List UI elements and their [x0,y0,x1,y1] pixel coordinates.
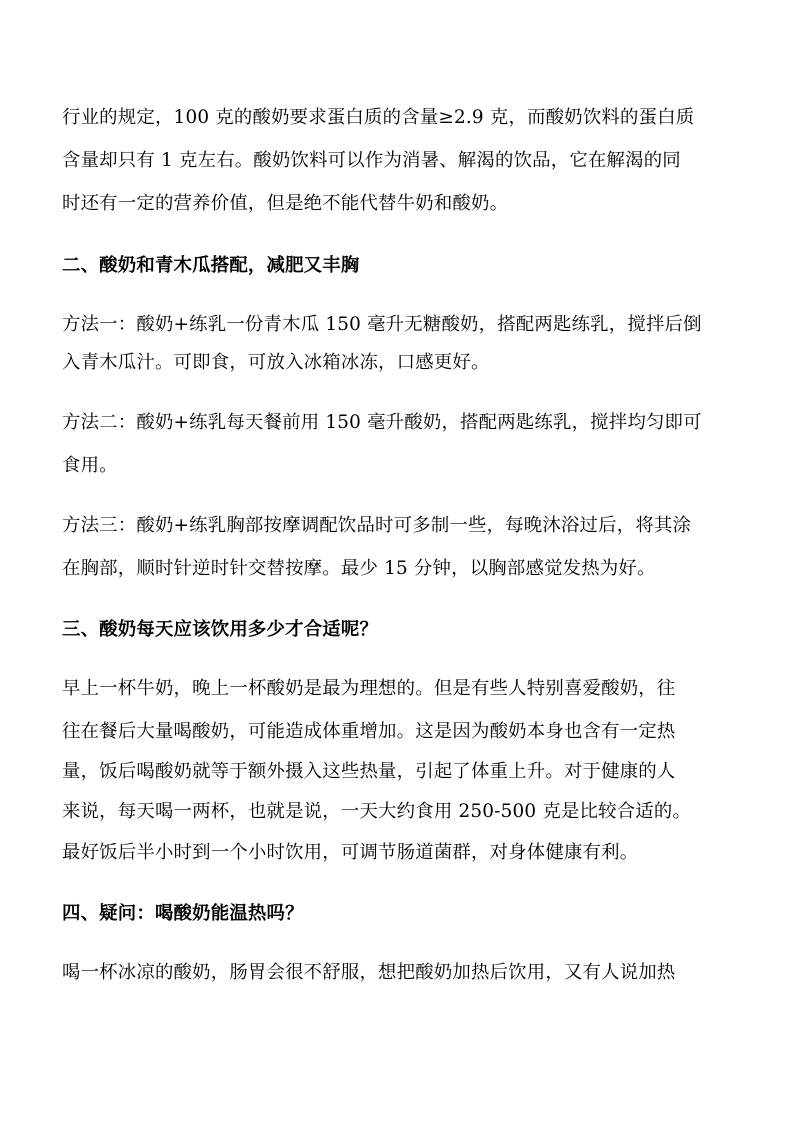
method-3-line: 在胸部，顺时针逆时针交替按摩。最少 15 分钟，以胸部感觉发热为好。 [62,558,656,579]
paragraph-intro-line: 行业的规定，100 克的酸奶要求蛋白质的含量≥2.9 克，而酸奶饮料的蛋白质 [62,107,695,128]
section-3-body-line: 早上一杯牛奶，晚上一杯酸奶是最为理想的。但是有些人特别喜爱酸奶，往 [62,678,676,699]
section-3-body-line: 往在餐后大量喝酸奶，可能造成体重增加。这是因为酸奶本身也含有一定热 [62,721,676,742]
section-4-body-line: 喝一杯冰凉的酸奶，肠胃会很不舒服，想把酸奶加热后饮用，又有人说加热 [62,962,676,983]
method-3-line: 方法三：酸奶+练乳胸部按摩调配饮品时可多制一些，每晚沐浴过后，将其涂 [62,515,692,536]
section-4-heading: 四、疑问：喝酸奶能温热吗？ [62,903,304,924]
method-2-line: 方法二：酸奶+练乳每天餐前用 150 毫升酸奶，搭配两匙练乳，搅拌均匀即可 [62,412,702,433]
section-3-heading: 三、酸奶每天应该饮用多少才合适呢？ [62,619,379,640]
paragraph-intro-line: 时还有一定的营养价值，但是绝不能代替牛奶和酸奶。 [62,193,509,214]
section-2-heading: 二、酸奶和青木瓜搭配，减肥又丰胸 [62,255,360,276]
paragraph-intro-line: 含量却只有 1 克左右。酸奶饮料可以作为消暑、解渴的饮品，它在解渴的同 [62,150,681,171]
section-3-body-line: 来说，每天喝一两杯，也就是说，一天大约食用 250-500 克是比较合适的。 [62,801,692,822]
section-3-body-line: 量，饭后喝酸奶就等于额外摄入这些热量，引起了体重上升。对于健康的人 [62,761,676,782]
method-1-line: 入青木瓜汁。可即食，可放入冰箱冰冻，口感更好。 [62,352,490,373]
section-3-body-line: 最好饭后半小时到一个小时饮用，可调节肠道菌群，对身体健康有利。 [62,842,639,863]
method-1-line: 方法一：酸奶+练乳一份青木瓜 150 毫升无糖酸奶，搭配两匙练乳，搅拌后倒 [62,314,702,335]
method-2-line: 食用。 [62,455,118,476]
